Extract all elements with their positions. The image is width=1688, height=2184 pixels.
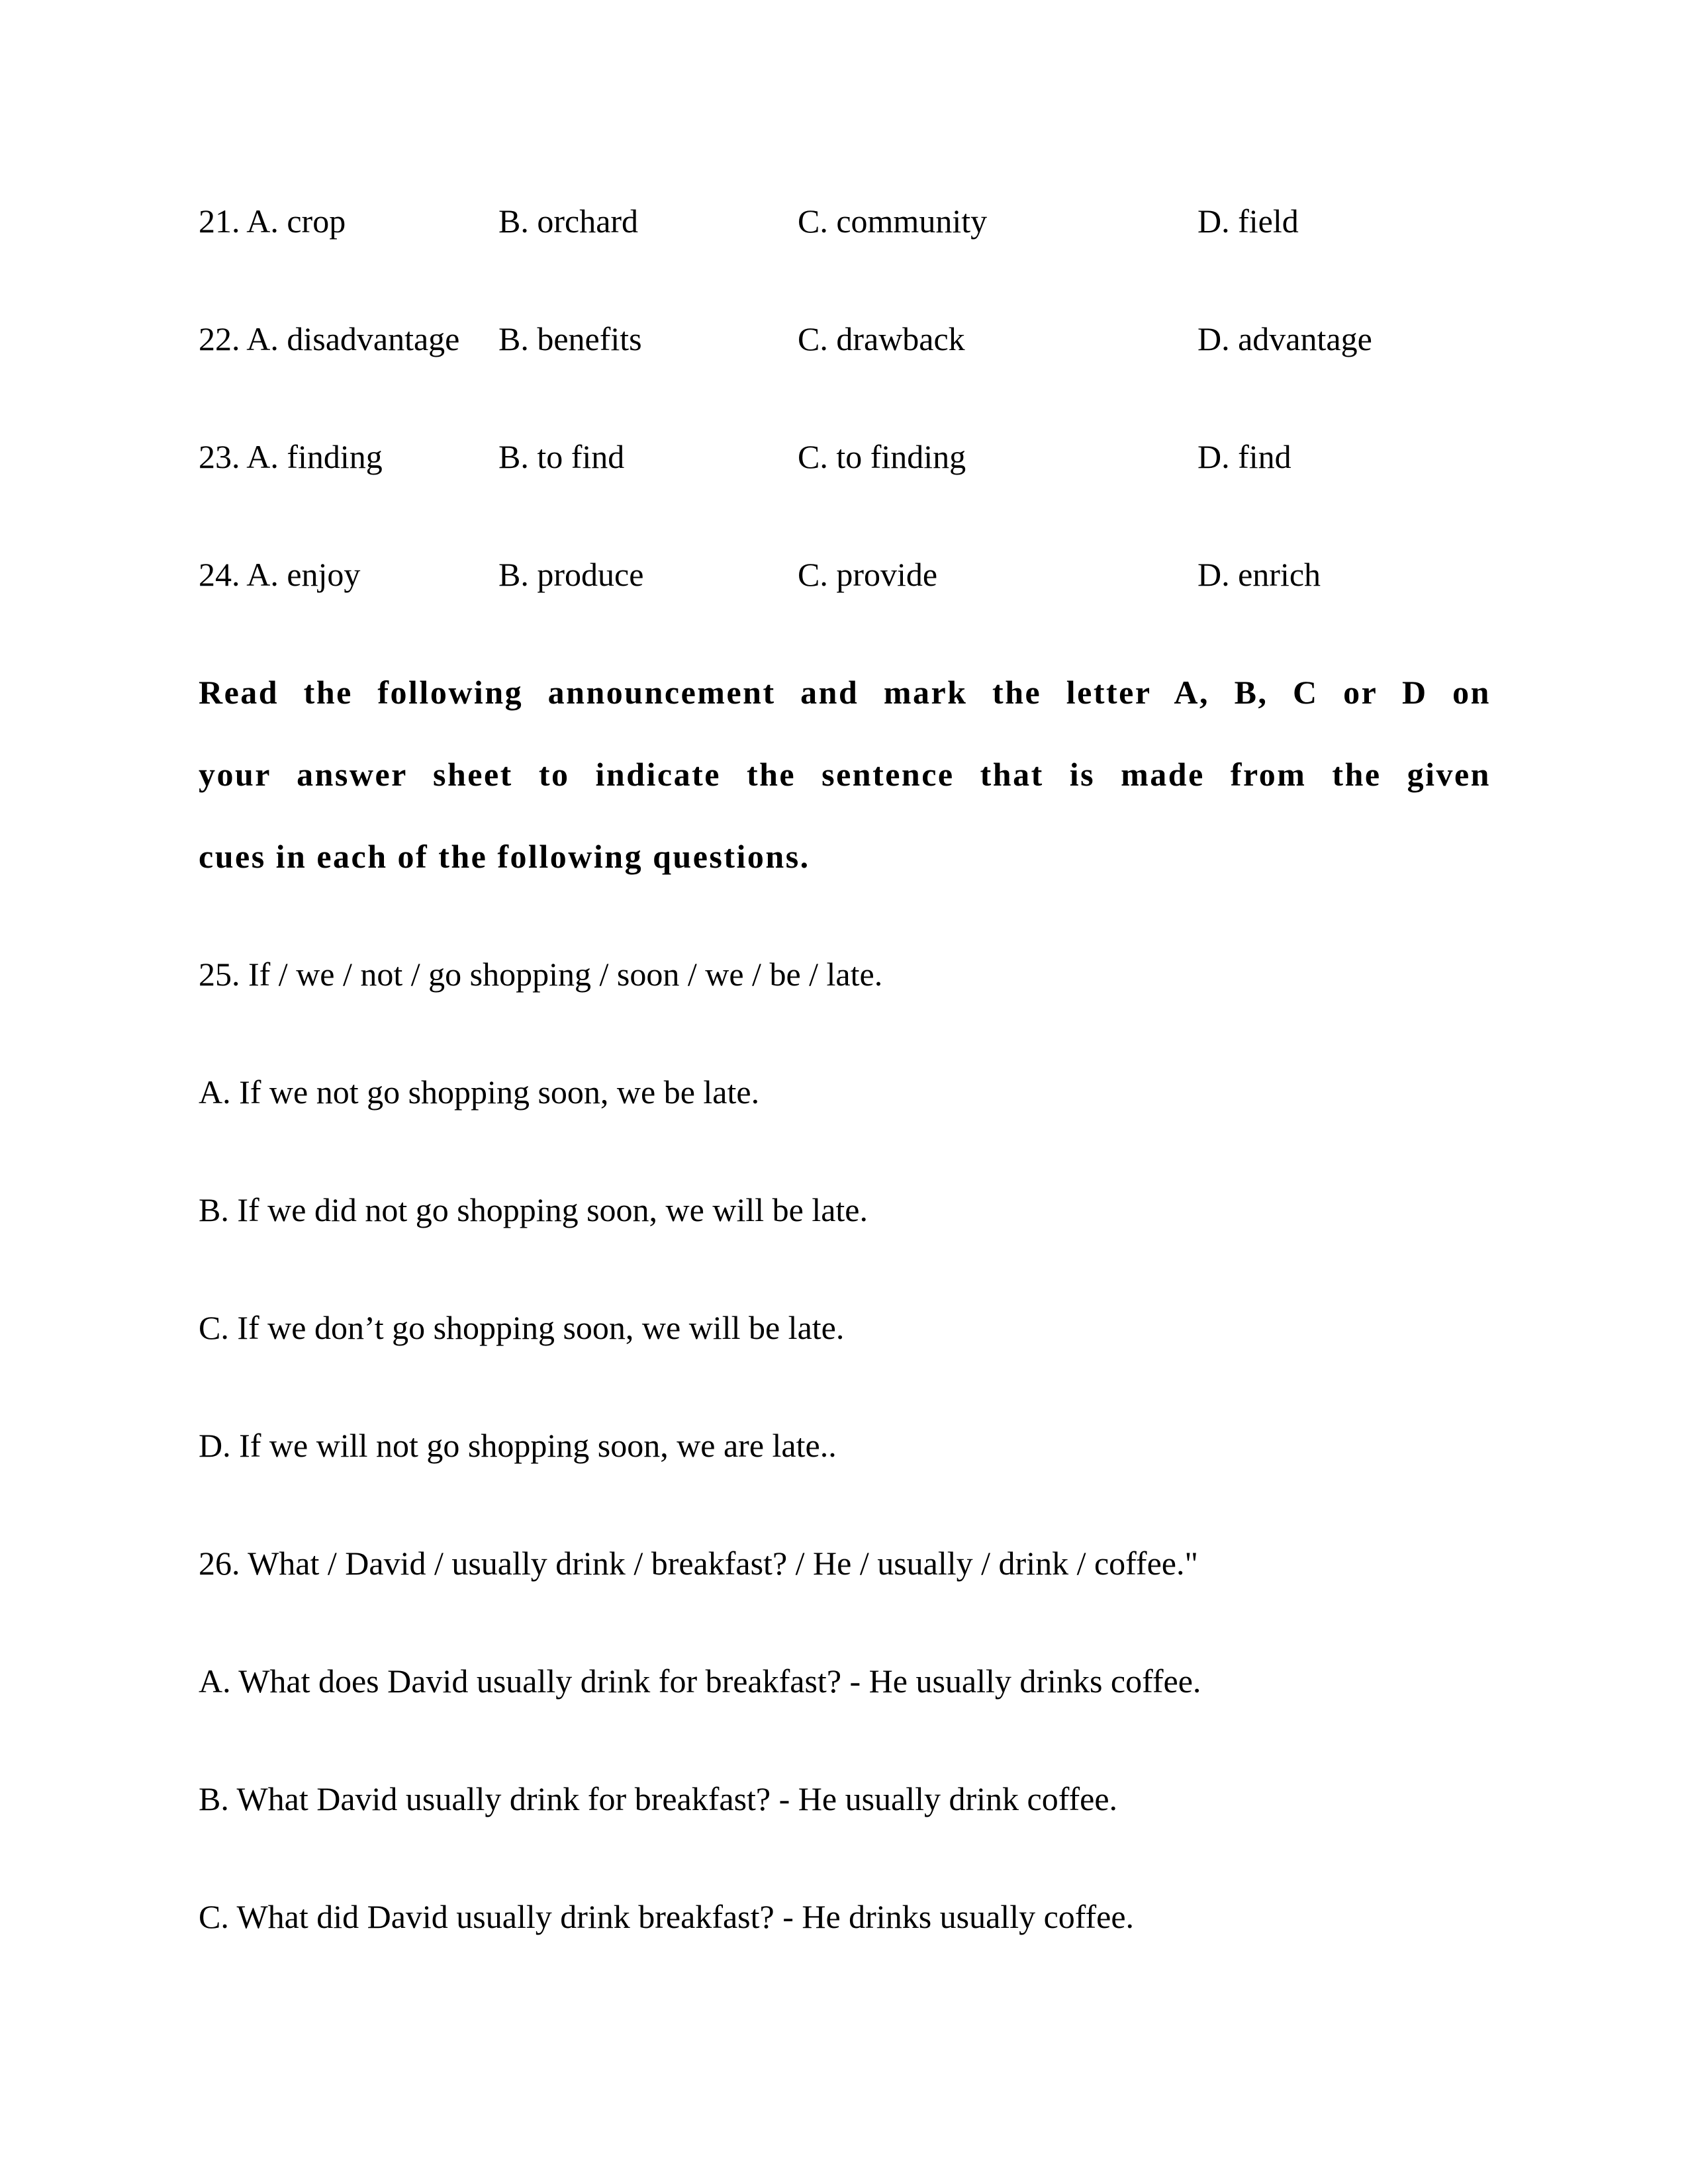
q21-option-a-cell: 21. A. crop [199,203,346,240]
question-25-choice-a: A. If we not go shopping soon, we be late. [199,1073,760,1111]
question-25-choice-c: C. If we don’t go shopping soon, we will be late. [199,1309,845,1346]
q22-option-d-cell: D. advantage [1197,320,1372,357]
question-26-choice-c: C. What did David usually drink breakfast? - He drinks usually coffee. [199,1898,1135,1935]
question-25-prompt: 25. If / we / not / go shopping / soon / we / be / late. [199,956,883,993]
q23-option-b-cell: B. to find [498,438,625,475]
q23-option-c-cell: C. to finding [798,438,966,475]
vocab-options-grid [199,180,1491,615]
q23-option-d-cell: D. find [1197,438,1291,475]
q21-option-c-cell: C. community [798,203,988,240]
q21-option-b-cell: B. orchard [498,203,639,240]
q24-option-c-cell: C. provide [798,556,938,593]
q21-option-d-cell: D. field [1197,203,1299,240]
question-21-row [199,180,1491,262]
question-26-choice-b: B. What David usually drink for breakfast? - He usually drink coffee. [199,1780,1118,1817]
q24-option-b-cell: B. produce [498,556,644,593]
question-26 [199,1522,1491,1958]
q22-option-a-cell: 22. A. disadvantage [199,320,460,357]
question-25-choice-d: D. If we will not go shopping soon, we are late.. [199,1427,837,1464]
question-24-row [199,533,1491,615]
q24-option-a-cell: 24. A. enjoy [199,556,361,593]
q22-option-b-cell: B. benefits [498,320,642,357]
q23-option-a-cell: 23. A. finding [199,438,383,475]
instruction-line-3: cues in each of the following questions. [199,838,810,875]
question-22-row [199,298,1491,380]
question-25 [199,933,1491,1486]
section-instruction [199,651,1491,897]
question-23-row [199,416,1491,498]
instruction-line-1: Read the following announcement and mark the letter A, B, C or D on [199,674,1491,711]
q22-option-c-cell: C. drawback [798,320,965,357]
question-26-choice-a: A. What does David usually drink for breakfast? - He usually drinks coffee. [199,1662,1201,1700]
question-26-prompt: 26. What / David / usually drink / breakfast? / He / usually / drink / coffee." [199,1545,1198,1582]
instruction-line-2: your answer sheet to indicate the sentence that is made from the given [199,756,1491,793]
question-25-choice-b: B. If we did not go shopping soon, we will be late. [199,1191,868,1228]
q24-option-d-cell: D. enrich [1197,556,1321,593]
